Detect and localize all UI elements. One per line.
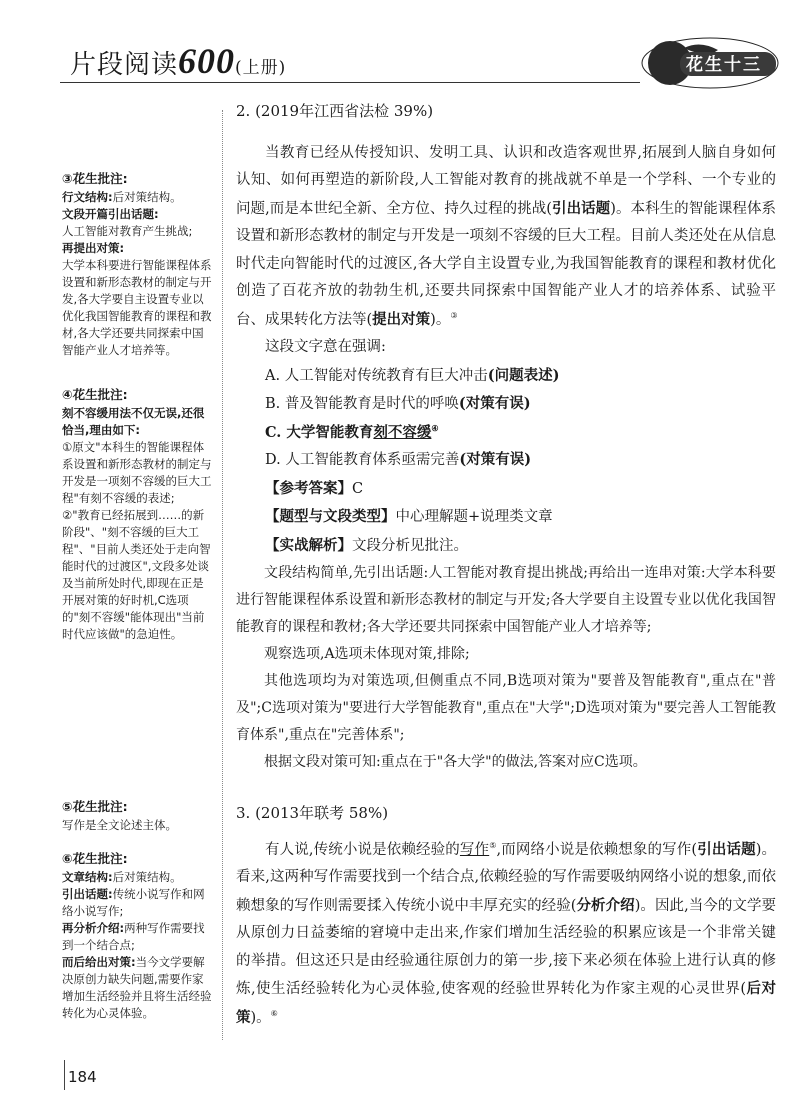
- note-marker: ⑥: [270, 1008, 278, 1018]
- book-title-number: 600: [178, 41, 236, 81]
- page-number: 184: [68, 1068, 97, 1086]
- option-b: B. 普及智能教育是时代的呼唤(对策有误): [265, 395, 531, 412]
- side-note-3: [62, 170, 212, 359]
- side-note-line: 大学本科要进行智能课程体系设置和新形态教材的制定与开发,各大学要自主设置专业以优化我国智能教育的课程和教材,各大学还要共同探索中国智能产业人才培养等。: [62, 258, 212, 357]
- analysis-paragraph: 观察选项,A选项未体现对策,排除;: [264, 646, 470, 662]
- question-2: [236, 98, 776, 776]
- option-d: D. 人工智能教育体系亟需完善(对策有误): [265, 451, 532, 468]
- side-note-line: 文章结构:后对策结构。: [62, 870, 182, 884]
- book-title: [70, 40, 286, 82]
- side-note-line: 而后给出对策:当今文学要解决原创力缺失问题,需要作家增加生活经验并且将生活经验转化为心灵体验。: [62, 955, 212, 1020]
- side-note-6: [62, 850, 212, 1022]
- note-marker: ③: [450, 310, 458, 320]
- question-stem: 这段文字意在强调:: [265, 339, 386, 355]
- side-note-line: 再提出对策:: [62, 241, 125, 255]
- side-note-line: ①原文"本科生的智能课程体系设置和新形态教材的制定与开发是一项刻不容缓的巨大工程"有刻不容缓的表述;: [62, 440, 212, 505]
- book-title-text: 片段阅读: [70, 50, 179, 80]
- side-note-title: ⑥花生批注:: [62, 851, 128, 866]
- side-note-line: 刻不容缓用法不仅无误,还很恰当,理由如下:: [62, 406, 205, 437]
- side-note-5: [62, 798, 212, 834]
- side-note-title: ⑤花生批注:: [62, 799, 128, 814]
- analysis-paragraph: 文段结构简单,先引出话题:人工智能对教育提出挑战;再给出一连串对策:大学本科要进行智能课程体系设置和新形态教材的制定与开发;各大学要自主设置专业以优化我国智能教育的课程和教材;各大学还要共同探索中国智能产业人才培养等;: [236, 565, 776, 635]
- option-c: C. 大学智能教育刻不容缓④: [265, 422, 439, 441]
- book-title-volume: (上册): [235, 58, 287, 78]
- answer-line: 【参考答案】C: [265, 479, 364, 497]
- note-marker: ⑤: [489, 840, 497, 850]
- question-3: [236, 800, 776, 1032]
- page-header: [0, 0, 800, 95]
- side-note-4: [62, 386, 212, 643]
- question-heading: 2. (2019年江西省法检 39%): [236, 102, 434, 120]
- side-note-line: ②"教育已经拓展到……的新阶段"、"刻不容缓的巨大工程"、"目前人类还处于走向智能时代的过渡区",文段多处谈及当前所处时代,即现在正是开展对策的好时机,C选项的"刻不容缓"能体现出"当前时代应该做"的急迫性。: [62, 508, 211, 641]
- passage-paragraph: 有人说,传统小说是依赖经验的写作⑤,而网络小说是依赖想象的写作(引出话题)。看来,这两种写作需要找到一个结合点,依赖经验的写作需要吸纳网络小说的想象,而依赖想象的写作则需要揉入传统小说中丰厚充实的经验(分析介绍)。因此,当今的文学要从原创力日益萎缩的窘境中走出来,作家们增加生活经验的积累应该是一个非常关键的举措。但这还只是由经验通往原创力的第一步,接下来必须在体验上进行认真的修炼,使生活经验转化为心灵体验,使客观的经验世界转化为作家主观的心灵世界(后对策)。⑥: [236, 840, 777, 1026]
- side-note-line: 人工智能对教育产生挑战;: [62, 224, 193, 238]
- question-heading: 3. (2013年联考 58%): [236, 804, 389, 822]
- side-note-line: 再分析介绍:两种写作需要找到一个结合点;: [62, 921, 205, 952]
- peanut-logo-text: 花生十三: [686, 55, 762, 75]
- header-rule: [60, 82, 640, 83]
- passage-paragraph: 当教育已经从传授知识、发明工具、认识和改造客观世界,拓展到人脑自身如何认知、如何再塑造的新阶段,人工智能对教育的挑战就不单是一个学科、一个专业的问题,而是本世纪全新、全方位、持久过程的挑战(引出话题)。本科生的智能课程体系设置和新形态教材的制定与开发是一项刻不容缓的巨大工程。目前人类还处在从信息时代走向智能时代的过渡区,各大学自主设置专业,为我国智能教育的课程和教材优化创造了百花齐放的勃勃生机,还要共同探索中国智能产业人才的培养体系、试验平台、成果转化方法等(提出对策)。③: [236, 144, 777, 328]
- side-note-line: 文段开篇引出话题:: [62, 207, 159, 221]
- page-number-rule: [64, 1060, 65, 1090]
- side-note-line: 行文结构:后对策结构。: [62, 190, 182, 204]
- analysis-label-line: 【实战解析】文段分析见批注。: [265, 536, 468, 554]
- analysis-paragraph: 根据文段对策可知:重点在于"各大学"的做法,答案对应C选项。: [264, 754, 647, 770]
- analysis-paragraph: 其他选项均为对策选项,但侧重点不同,B选项对策为"要普及智能教育",重点在"普及";C选项对策为"要进行大学智能教育",重点在"大学";D选项对策为"要完善人工智能教育体系",重点在"完善体系";: [236, 673, 776, 743]
- column-divider: [222, 110, 223, 1040]
- side-note-title: ③花生批注:: [62, 171, 128, 186]
- side-note-line: 写作是全文论述主体。: [62, 818, 177, 832]
- option-a: A. 人工智能对传统教育有巨大冲击(问题表述): [265, 366, 560, 384]
- side-note-title: ④花生批注:: [62, 387, 128, 402]
- side-note-line: 引出话题:传统小说写作和网络小说写作;: [62, 887, 205, 918]
- type-line: 【题型与文段类型】中心理解题+说理类文章: [265, 508, 553, 525]
- note-marker: ④: [431, 422, 439, 433]
